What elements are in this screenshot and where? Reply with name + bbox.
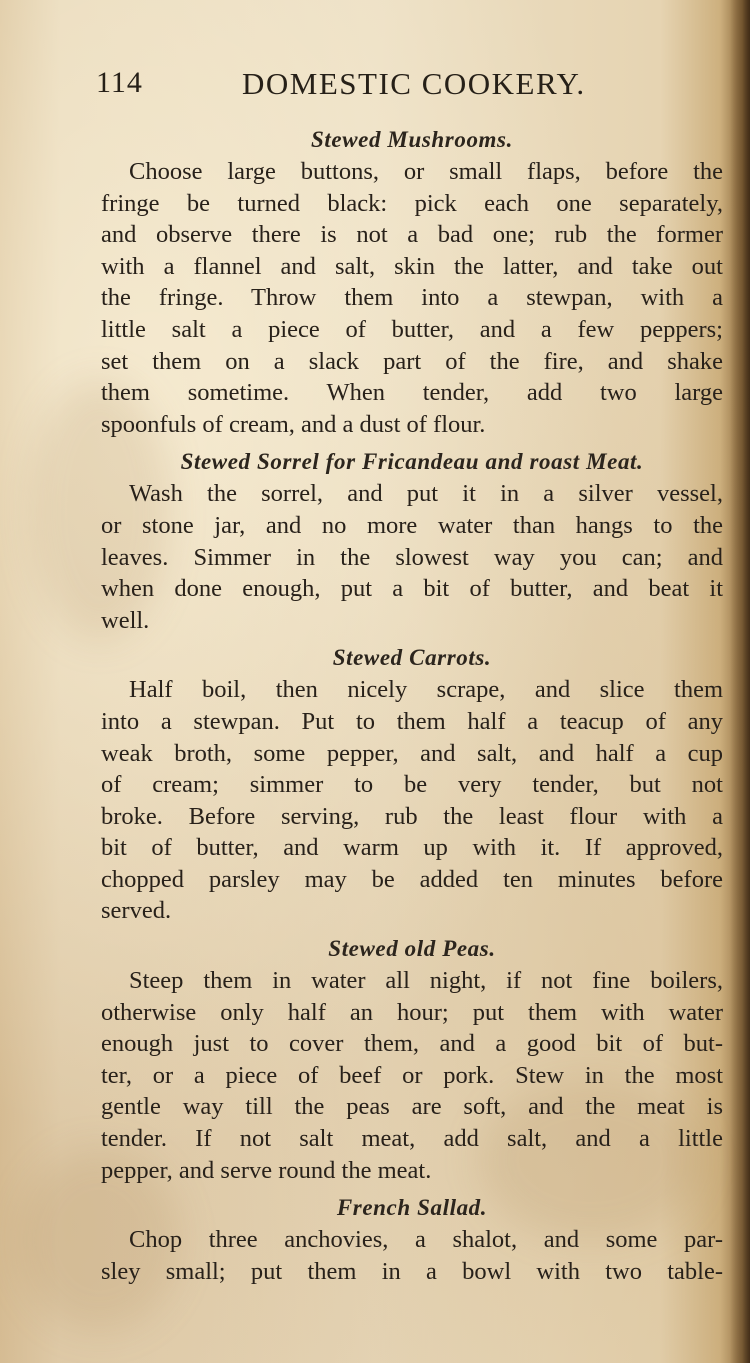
recipe-text-line: spoonfuls of cream, and a dust of flour.	[101, 410, 486, 438]
recipe-text-line: otherwise only half an hour; put them with water	[101, 998, 723, 1026]
recipe-text-line: pepper, and serve round the meat.	[101, 1156, 432, 1184]
recipe-text-line: the fringe. Throw them into a stewpan, with a	[101, 284, 723, 312]
recipe-text-line: when done enough, put a bit of butter, and beat it	[101, 575, 723, 603]
recipe-title: Stewed Mushrooms.	[311, 127, 513, 152]
recipe-text-line: gentle way till the peas are soft, and the meat is	[101, 1093, 723, 1121]
page-text	[101, 124, 723, 1287]
page-header	[96, 66, 606, 106]
recipe-stewed-carrots	[101, 642, 723, 927]
recipe-french-sallad	[101, 1192, 723, 1287]
recipe-text-line: chopped parsley may be added ten minutes before	[101, 865, 723, 893]
recipe-text-line: Wash the sorrel, and put it in a silver vessel,	[129, 480, 723, 508]
recipe-text-line: weak broth, some pepper, and salt, and half a cup	[101, 739, 723, 767]
recipe-text-line: leaves. Simmer in the slowest way you can; and	[101, 543, 723, 571]
recipe-text-line: of cream; simmer to be very tender, but not	[101, 771, 723, 799]
page-number: 114	[96, 66, 143, 99]
recipe-text-line: tender. If not salt meat, add salt, and a little	[101, 1125, 723, 1153]
recipe-text-line: bit of butter, and warm up with it. If approved,	[101, 834, 723, 862]
recipe-text-line: ter, or a piece of beef or pork. Stew in the most	[101, 1061, 723, 1089]
recipe-text-line: Steep them in water all night, if not fine boilers,	[129, 967, 723, 995]
recipe-text-line: served.	[101, 897, 172, 925]
recipe-text-line: into a stewpan. Put to them half a teacup of any	[101, 707, 723, 735]
recipe-text-line: Choose large buttons, or small flaps, before the	[129, 158, 723, 185]
recipe-title: Stewed old Peas.	[328, 936, 496, 962]
recipe-text-line: set them on a slack part of the fire, and shake	[101, 347, 723, 375]
recipe-stewed-mushrooms	[101, 124, 723, 440]
recipe-title: Stewed Carrots.	[332, 645, 492, 671]
running-head: DOMESTIC COOKERY.	[242, 66, 586, 101]
recipe-text-line: enough just to cover them, and a good bit of but-	[101, 1030, 723, 1058]
recipe-title: French Sallad.	[336, 1195, 488, 1221]
recipe-text-line: Chop three anchovies, a shalot, and some par-	[129, 1226, 723, 1254]
recipe-stewed-sorrel	[101, 446, 723, 636]
recipe-text-line: Half boil, then nicely scrape, and slice them	[129, 676, 723, 704]
recipe-text-line: with a flannel and salt, skin the latter, and take out	[101, 252, 723, 280]
recipe-text-line: well.	[101, 606, 150, 634]
recipe-stewed-old-peas	[101, 933, 723, 1186]
page-edge-shadow	[730, 0, 750, 1363]
recipe-text-line: broke. Before serving, rub the least flour with a	[101, 802, 723, 830]
recipe-text-line: fringe be turned black: pick each one separately,	[101, 189, 723, 217]
recipe-text-line: them sometime. When tender, add two large	[101, 379, 723, 407]
recipe-text-line: sley small; put them in a bowl with two table-	[101, 1257, 723, 1285]
recipe-text-line: and observe there is not a bad one; rub the former	[101, 221, 723, 249]
recipe-text-line: or stone jar, and no more water than hangs to the	[101, 511, 723, 539]
recipe-title: Stewed Sorrel for Fricandeau and roast Meat.	[180, 449, 644, 475]
recipe-text-line: little salt a piece of butter, and a few peppers;	[101, 315, 723, 343]
